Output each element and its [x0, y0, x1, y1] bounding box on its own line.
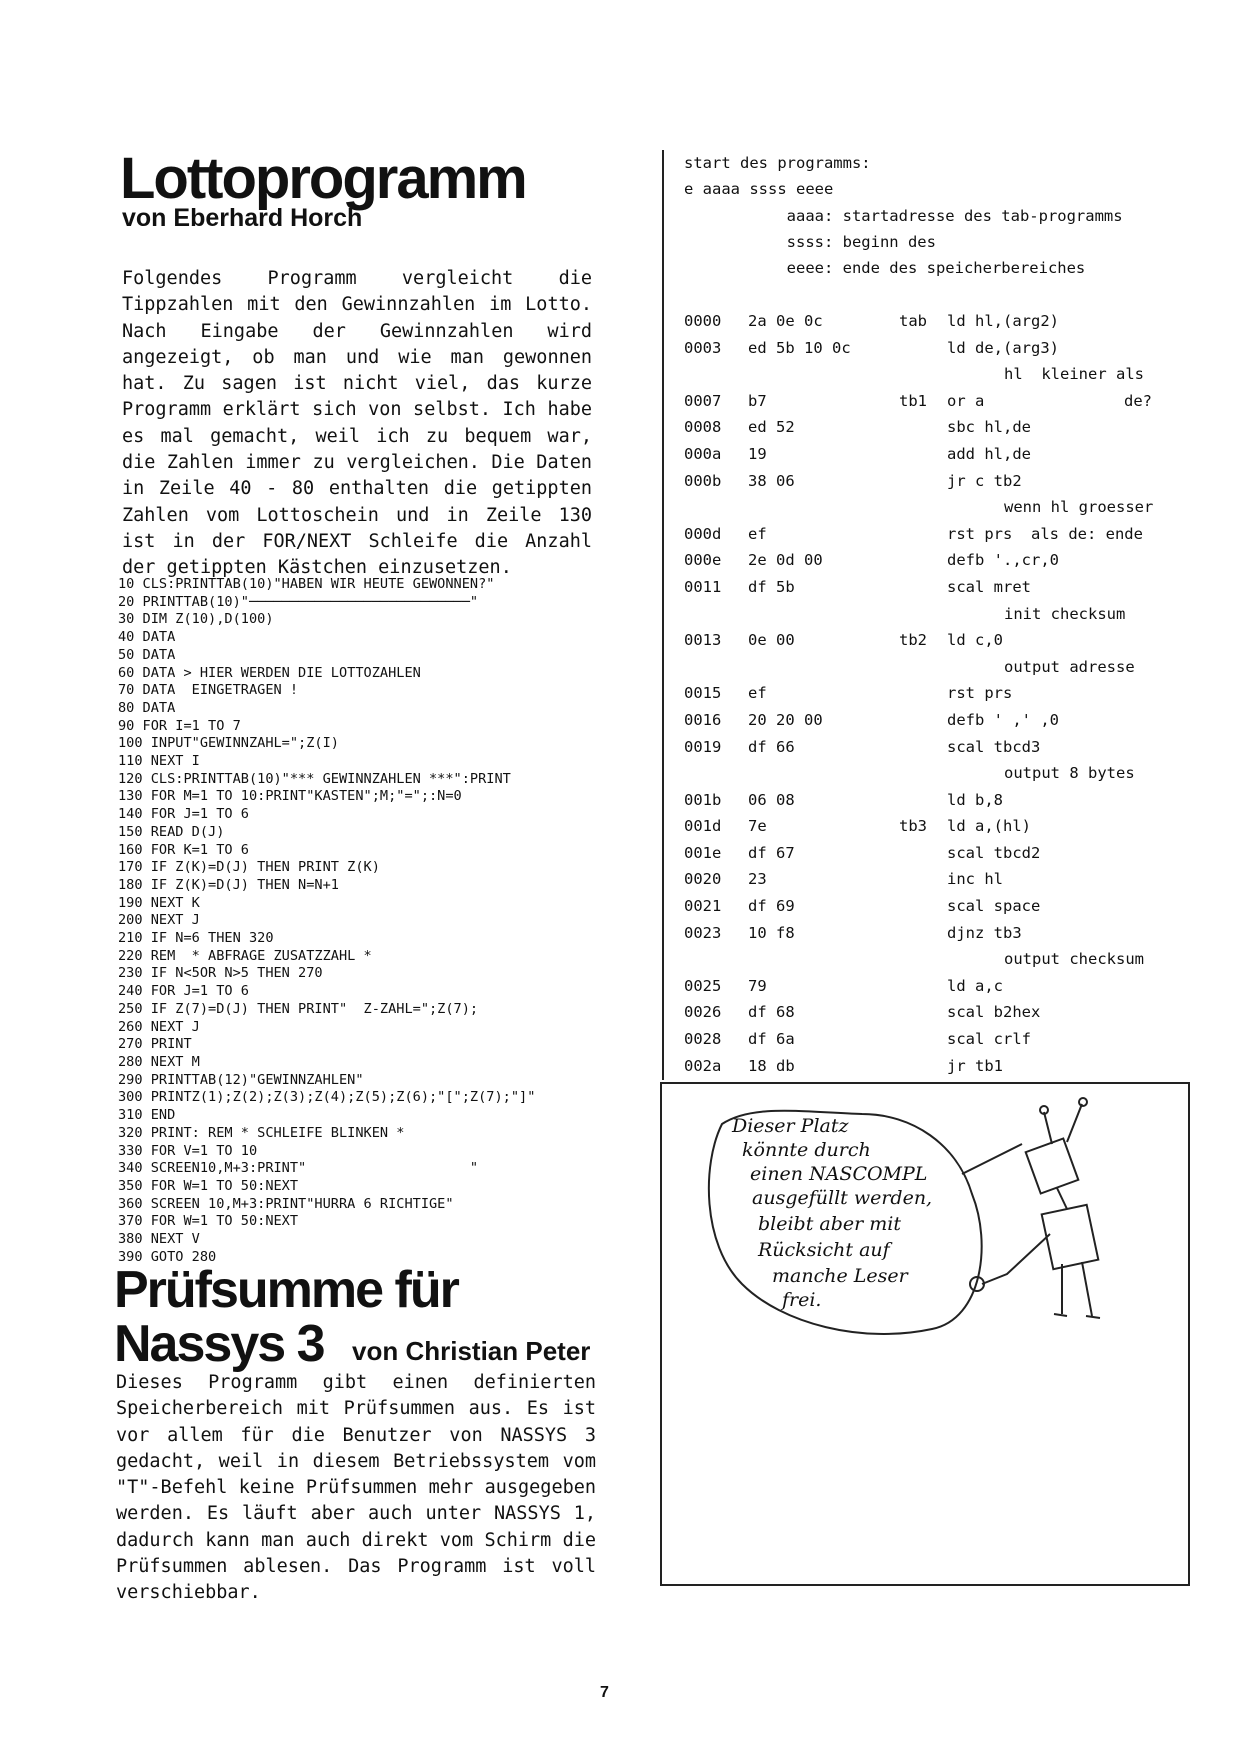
- asm-instruction: scal crlf: [947, 1030, 1031, 1049]
- assembly-line: [684, 551, 1184, 578]
- assembly-line: [684, 1003, 1184, 1030]
- article-intro: [122, 266, 592, 582]
- cartoon-text-line: manche Leser: [772, 1265, 908, 1287]
- basic-line: 390 GOTO 280: [118, 1248, 217, 1265]
- assembly-header-line: start des programms:: [684, 154, 871, 172]
- basic-line: 280 NEXT M: [118, 1053, 200, 1070]
- page-number: 7: [600, 1684, 609, 1701]
- asm-hex: ed 52: [748, 418, 795, 437]
- assembly-line: [684, 1057, 1184, 1084]
- asm-address: 002a: [684, 1056, 722, 1075]
- assembly-line: [684, 817, 1184, 844]
- article2-body: [116, 1370, 596, 1607]
- basic-line: 340 SCREEN10,M+3:PRINT" ": [118, 1160, 479, 1177]
- asm-instruction: ld c,0: [947, 631, 1003, 650]
- basic-line: 90 FOR I=1 TO 7: [118, 717, 241, 734]
- basic-line: 150 READ D(J): [118, 823, 225, 840]
- asm-instruction: ld a,(hl): [947, 817, 1031, 836]
- cartoon-speech-text: [731, 1115, 932, 1311]
- asm-address: 000d: [684, 524, 722, 543]
- basic-line: 140 FOR J=1 TO 6: [118, 806, 249, 823]
- basic-line: 350 FOR W=1 TO 50:NEXT: [118, 1177, 299, 1194]
- asm-instruction: defb '.,cr,0: [947, 551, 1059, 570]
- cartoon-text-line: Dieser Platz: [732, 1115, 849, 1137]
- basic-line: 10 CLS:PRINTTAB(10)"HABEN WIR HEUTE GEWONNEN?": [118, 576, 495, 592]
- assembly-line: [684, 498, 1184, 525]
- basic-line: 70 DATA EINGETRAGEN !: [118, 682, 299, 699]
- asm-address: 0021: [684, 897, 722, 916]
- asm-hex: df 5b: [748, 577, 795, 596]
- cartoon-text-line: frei.: [782, 1289, 822, 1311]
- article2-byline: von Christian Peter: [352, 1336, 591, 1366]
- asm-address: 0011: [684, 577, 722, 596]
- basic-line: 30 DIM Z(10),D(100): [118, 611, 274, 628]
- basic-line: 180 IF Z(K)=D(J) THEN N=N+1: [118, 876, 339, 893]
- basic-line: 20 PRINTTAB(10)"───────────────────────────": [118, 593, 479, 610]
- asm-instruction: or a: [947, 391, 985, 410]
- asm-instruction: scal space: [947, 897, 1041, 916]
- assembly-line: [684, 392, 1184, 419]
- assembly-line: [684, 578, 1184, 605]
- asm-hex: 7e: [748, 817, 767, 836]
- assembly-line: [684, 445, 1184, 472]
- assembly-line: [684, 312, 1184, 339]
- asm-address: 0026: [684, 1003, 722, 1022]
- basic-listing: [118, 576, 658, 1266]
- asm-address: 000b: [684, 471, 722, 490]
- basic-line: 290 PRINTTAB(12)"GEWINNZAHLEN": [118, 1071, 364, 1088]
- asm-hex: 2a 0e 0c: [748, 312, 823, 330]
- basic-line: 360 SCREEN 10,M+3:PRINT"HURRA 6 RICHTIGE": [118, 1195, 454, 1212]
- asm-address: 0023: [684, 923, 722, 942]
- asm-address: 001b: [684, 790, 722, 809]
- asm-address: 000a: [684, 444, 722, 463]
- asm-hex: b7: [748, 391, 767, 410]
- article2-title-line2: Nassys 3: [114, 1315, 324, 1373]
- asm-instruction: djnz tb3: [947, 923, 1022, 942]
- basic-line: 250 IF Z(7)=D(J) THEN PRINT" Z-ZAHL=";Z(7);: [118, 1000, 479, 1017]
- asm-label: tb1: [899, 391, 927, 410]
- assembly-line: [684, 1030, 1184, 1057]
- asm-hex: ed 5b 10 0c: [748, 338, 851, 357]
- asm-instruction: jr tb1: [947, 1056, 1003, 1075]
- cartoon-drawing: [662, 1084, 1188, 1584]
- assembly-line: [684, 791, 1184, 818]
- asm-label: tb2: [899, 631, 927, 650]
- cartoon-box: [660, 1082, 1190, 1586]
- assembly-listing-panel: [662, 150, 1190, 1080]
- asm-hex: 38 06: [748, 471, 795, 490]
- basic-line: 330 FOR V=1 TO 10: [118, 1142, 258, 1159]
- asm-instruction: add hl,de: [947, 444, 1031, 463]
- asm-address: 0013: [684, 631, 722, 650]
- basic-line: 380 NEXT V: [118, 1231, 200, 1248]
- assembly-line: [684, 844, 1184, 871]
- asm-hex: 0e 00: [748, 631, 795, 650]
- asm-address: 0028: [684, 1030, 722, 1049]
- assembly-line: [684, 605, 1184, 632]
- asm-address: 0008: [684, 418, 722, 437]
- article-title: Lottoprogramm: [120, 146, 526, 211]
- asm-address: 0019: [684, 737, 722, 756]
- asm-address: 000e: [684, 551, 722, 570]
- asm-address: 0007: [684, 391, 722, 410]
- basic-line: 210 IF N=6 THEN 320: [118, 930, 274, 947]
- assembly-line: [684, 950, 1184, 977]
- asm-address: 001e: [684, 843, 722, 862]
- asm-hex: df 67: [748, 843, 795, 862]
- asm-hex: ef: [748, 684, 767, 703]
- assembly-line: [684, 977, 1184, 1004]
- asm-instruction: ld hl,(arg2): [947, 312, 1059, 330]
- asm-instruction: jr c tb2: [947, 471, 1022, 490]
- article-byline: von Eberhard Horch: [122, 204, 363, 232]
- assembly-header: [684, 150, 1123, 281]
- asm-address: 0015: [684, 684, 722, 703]
- assembly-header-line: eeee: ende des speicherbereiches: [684, 259, 1086, 278]
- asm-instruction: scal mret: [947, 577, 1031, 596]
- asm-hex: 2e 0d 00: [748, 551, 823, 570]
- article2-paragraph: Dieses Programm gibt einen definierten Speicherbereich mit Prüfsummen aus. Es ist vor allem für die Benutzer von NASSYS 3 gedacht, weil in diesem Betriebssystem vom "T"-Befehl keine Prüfsummen mehr ausgegeben werden. Es läuft aber auch unter NASSYS 1, dadurch kann man auch direkt vom Schirm die Prüfsummen ablesen. Das Programm ist voll verschiebbar.: [116, 1372, 596, 1604]
- basic-line: 130 FOR M=1 TO 10:PRINT"KASTEN";M;"=";:N=0: [118, 788, 462, 805]
- assembly-header-line: ssss: beginn des: [684, 232, 936, 251]
- asm-address: 0016: [684, 710, 722, 729]
- basic-line: 230 IF N<5OR N>5 THEN 270: [118, 965, 323, 982]
- asm-hex: 10 f8: [748, 923, 795, 942]
- asm-address: 001d: [684, 817, 722, 836]
- assembly-line: [684, 924, 1184, 951]
- basic-line: 170 IF Z(K)=D(J) THEN PRINT Z(K): [118, 859, 380, 876]
- cartoon-text-line: einen NASCOMPL: [750, 1163, 928, 1185]
- asm-hex: df 66: [748, 737, 795, 756]
- basic-line: 160 FOR K=1 TO 6: [118, 841, 249, 858]
- asm-instruction: rst prs: [947, 684, 1013, 703]
- asm-address: 0025: [684, 976, 722, 995]
- assembly-line: [684, 339, 1184, 366]
- asm-instruction: rst prs als de: ende: [947, 524, 1143, 543]
- cartoon-text-line: Rücksicht auf: [758, 1239, 890, 1261]
- asm-comment: output adresse: [1004, 657, 1135, 676]
- asm-label: tab: [899, 312, 927, 330]
- asm-comment: output checksum: [1004, 950, 1144, 969]
- asm-comment: hl kleiner als: [1004, 365, 1144, 384]
- assembly-line: [684, 631, 1184, 658]
- asm-hex: 19: [748, 444, 767, 463]
- asm-instruction: scal tbcd2: [947, 843, 1041, 862]
- assembly-line: [684, 525, 1184, 552]
- asm-instruction: defb ' ,' ,0: [947, 710, 1059, 729]
- assembly-lines: [684, 312, 1184, 1083]
- assembly-line: [684, 418, 1184, 445]
- assembly-header-line: aaaa: startadresse des tab-programms: [684, 206, 1123, 225]
- asm-hex: 79: [748, 976, 767, 995]
- asm-hex: 20 20 00: [748, 710, 823, 729]
- basic-line: 190 NEXT K: [118, 894, 200, 911]
- asm-comment: init checksum: [1004, 604, 1126, 623]
- assembly-line: [684, 764, 1184, 791]
- asm-comment: wenn hl groesser: [1004, 498, 1154, 517]
- asm-hex: ef: [748, 524, 767, 543]
- assembly-line: [684, 897, 1184, 924]
- assembly-line: [684, 658, 1184, 685]
- asm-hex: 18 db: [748, 1056, 795, 1075]
- asm-instruction: sbc hl,de: [947, 418, 1031, 437]
- basic-line: 60 DATA > HIER WERDEN DIE LOTTOZAHLEN: [118, 664, 421, 681]
- basic-line: 120 CLS:PRINTTAB(10)"*** GEWINNZAHLEN ***":PRINT: [118, 770, 511, 787]
- basic-line: 220 REM * ABFRAGE ZUSATZZAHL *: [118, 947, 372, 964]
- assembly-header-line: e aaaa ssss eeee: [684, 180, 834, 199]
- asm-instruction: inc hl: [947, 870, 1003, 889]
- intro-paragraph: Folgendes Programm vergleicht die Tippzahlen mit den Gewinnzahlen im Lotto. Nach Eingabe der Gewinnzahlen wird angezeigt, ob man und wie man gewonnen hat. Zu sagen ist nicht viel, das kurze Programm erklärt sich von selbst. Ich habe es mal gemacht, weil ich zu bequem war, die Zahlen immer zu vergleichen. Die Daten in Zeile 40 - 80 enthalten die getippten Zahlen vom Lottoschein und in Zeile 130 ist in der FOR/NEXT Schleife die Anzahl der getippten Kästchen einzusetzen.: [122, 268, 592, 579]
- asm-comment: output 8 bytes: [1004, 764, 1135, 783]
- cartoon-text-line: bleibt aber mit: [758, 1213, 901, 1235]
- basic-line: 240 FOR J=1 TO 6: [118, 983, 249, 1000]
- asm-instruction: ld b,8: [947, 790, 1003, 809]
- assembly-line: [684, 472, 1184, 499]
- assembly-line: [684, 365, 1184, 392]
- assembly-line: [684, 711, 1184, 738]
- asm-hex: 23: [748, 870, 767, 889]
- asm-instruction: ld a,c: [947, 976, 1003, 995]
- basic-line: 200 NEXT J: [118, 912, 200, 929]
- basic-line: 40 DATA: [118, 629, 176, 646]
- basic-line: 80 DATA: [118, 699, 176, 716]
- basic-line: 260 NEXT J: [118, 1018, 200, 1035]
- robot-figure: [970, 1098, 1100, 1318]
- basic-line: 50 DATA: [118, 646, 176, 663]
- basic-line: 370 FOR W=1 TO 50:NEXT: [118, 1213, 299, 1230]
- asm-address: 0020: [684, 870, 722, 889]
- assembly-line: [684, 870, 1184, 897]
- asm-instruction: ld de,(arg3): [947, 338, 1059, 357]
- basic-line: 310 END: [118, 1107, 176, 1124]
- asm-instruction: scal b2hex: [947, 1003, 1041, 1022]
- cartoon-text-line: könnte durch: [742, 1139, 871, 1161]
- basic-line: 100 INPUT"GEWINNZAHL=";Z(I): [118, 735, 339, 752]
- assembly-line: [684, 684, 1184, 711]
- asm-hex: df 68: [748, 1003, 795, 1022]
- cartoon-text-line: ausgefüllt werden,: [752, 1187, 933, 1209]
- asm-address: 0000: [684, 312, 722, 330]
- asm-comment: de?: [1124, 391, 1152, 410]
- asm-hex: df 69: [748, 897, 795, 916]
- basic-line: 300 PRINTZ(1);Z(2);Z(3);Z(4);Z(5);Z(6);"[";Z(7);"]": [118, 1089, 536, 1106]
- article2-title-line1: Prüfsumme für: [114, 1261, 458, 1319]
- asm-hex: 06 08: [748, 790, 795, 809]
- assembly-line: [684, 738, 1184, 765]
- asm-instruction: scal tbcd3: [947, 737, 1041, 756]
- speech-bubble-tail: [962, 1144, 1022, 1174]
- basic-line: 270 PRINT: [118, 1036, 192, 1053]
- basic-line: 320 PRINT: REM * SCHLEIFE BLINKEN *: [118, 1124, 405, 1141]
- asm-address: 0003: [684, 338, 722, 357]
- asm-label: tb3: [899, 817, 927, 836]
- basic-line: 110 NEXT I: [118, 753, 200, 770]
- asm-hex: df 6a: [748, 1030, 795, 1049]
